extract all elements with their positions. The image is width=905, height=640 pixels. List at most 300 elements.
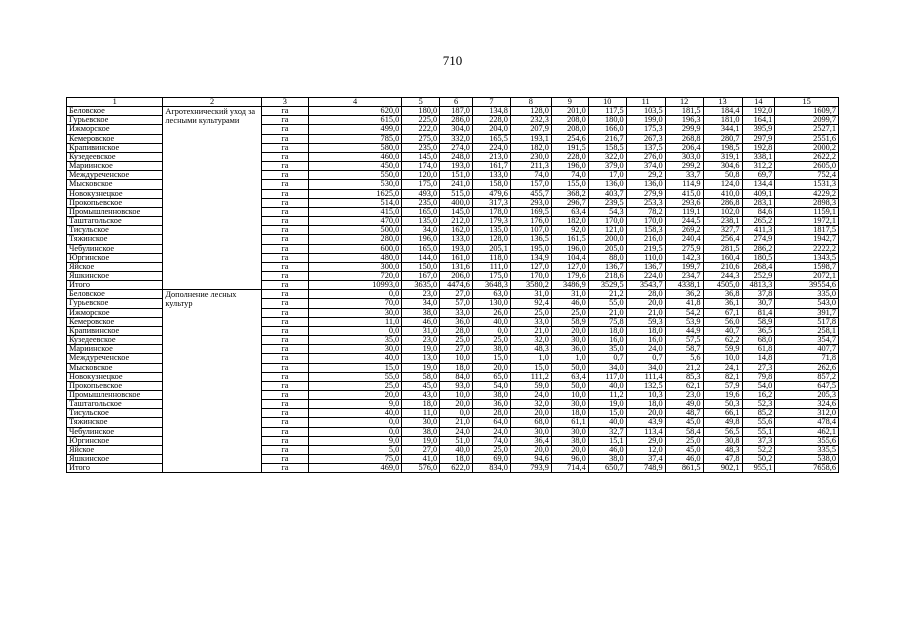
district-cell: Промышленновское [67, 391, 163, 400]
district-cell: Мысковское [67, 180, 163, 189]
value-cell: 18,0 [551, 409, 588, 418]
value-cell: 36,0 [472, 400, 510, 409]
value-cell: 59,9 [703, 345, 742, 354]
value-cell: 92,4 [510, 299, 551, 308]
value-cell: 280,7 [703, 134, 742, 143]
row-total-cell: 478,4 [775, 418, 839, 427]
unit-cell: га [261, 354, 308, 363]
value-cell: 18,0 [402, 400, 440, 409]
page-number: 710 [442, 53, 463, 68]
value-cell: 37,8 [742, 290, 775, 299]
value-cell: 650,7 [588, 464, 626, 473]
value-cell: 1,0 [510, 354, 551, 363]
value-cell: 4474,6 [440, 281, 473, 290]
row-total-cell: 462,1 [775, 427, 839, 436]
value-cell: 785,0 [308, 134, 401, 143]
value-cell: 38,0 [402, 308, 440, 317]
value-cell: 52,2 [742, 445, 775, 454]
value-cell: 133,0 [472, 171, 510, 180]
value-cell: 196,0 [402, 235, 440, 244]
unit-cell: га [261, 436, 308, 445]
value-cell: 136,7 [588, 262, 626, 271]
value-cell: 622,0 [440, 464, 473, 473]
value-cell: 580,0 [308, 143, 401, 152]
value-cell: 10993,0 [308, 281, 401, 290]
value-cell: 119,1 [665, 207, 703, 216]
value-cell: 205,0 [588, 244, 626, 253]
value-cell: 0,0 [440, 409, 473, 418]
value-cell: 9,0 [308, 436, 401, 445]
value-cell: 286,0 [440, 116, 473, 125]
value-cell: 235,0 [402, 143, 440, 152]
value-cell: 111,4 [626, 372, 665, 381]
district-cell: Тисульское [67, 409, 163, 418]
district-cell: Гурьевское [67, 299, 163, 308]
value-cell: 165,5 [472, 134, 510, 143]
value-cell: 403,7 [588, 189, 626, 198]
value-cell: 30,0 [402, 418, 440, 427]
value-cell: 29,0 [626, 436, 665, 445]
value-cell: 244,5 [665, 217, 703, 226]
value-cell: 241,0 [440, 180, 473, 189]
district-cell: Промышленновское [67, 207, 163, 216]
value-cell: 54,0 [742, 381, 775, 390]
row-total-cell: 2222,2 [775, 244, 839, 253]
value-cell: 53,9 [665, 317, 703, 326]
value-cell: 40,0 [588, 418, 626, 427]
value-cell: 274,0 [440, 143, 473, 152]
value-cell: 480,0 [308, 253, 401, 262]
column-header: 15 [775, 98, 839, 107]
district-cell: Беловское [67, 290, 163, 299]
value-cell: 113,4 [626, 427, 665, 436]
row-total-cell: 39554,6 [775, 281, 839, 290]
row-total-cell: 1817,5 [775, 226, 839, 235]
value-cell: 280,0 [308, 235, 401, 244]
unit-cell: га [261, 207, 308, 216]
row-total-cell: 1343,5 [775, 253, 839, 262]
value-cell: 54,2 [665, 308, 703, 317]
value-cell: 201,0 [551, 107, 588, 116]
district-cell: Прокопьевское [67, 381, 163, 390]
value-cell: 24,0 [472, 427, 510, 436]
value-cell: 117,0 [588, 372, 626, 381]
value-cell: 303,0 [665, 152, 703, 161]
unit-cell: га [261, 409, 308, 418]
value-cell: 187,0 [440, 107, 473, 116]
value-cell: 58,4 [665, 427, 703, 436]
value-cell: 19,0 [402, 363, 440, 372]
value-cell: 34,0 [588, 363, 626, 372]
value-cell: 158,3 [626, 226, 665, 235]
value-cell: 19,0 [588, 400, 626, 409]
value-cell: 224,0 [626, 271, 665, 280]
value-cell: 135,0 [402, 217, 440, 226]
column-header: 10 [588, 98, 626, 107]
value-cell: 49,8 [703, 418, 742, 427]
value-cell: 232,3 [510, 116, 551, 125]
value-cell: 240,4 [665, 235, 703, 244]
value-cell: 5,6 [665, 354, 703, 363]
value-cell: 134,9 [510, 253, 551, 262]
value-cell: 12,0 [626, 445, 665, 454]
value-cell: 179,3 [472, 217, 510, 226]
row-total-cell: 258,1 [775, 326, 839, 335]
value-cell: 169,5 [510, 207, 551, 216]
value-cell: 793,9 [510, 464, 551, 473]
value-cell: 4505,0 [703, 281, 742, 290]
value-cell: 38,0 [588, 455, 626, 464]
unit-cell: га [261, 299, 308, 308]
value-cell: 304,0 [440, 125, 473, 134]
row-total-cell: 391,7 [775, 308, 839, 317]
value-cell: 45,0 [665, 445, 703, 454]
unit-cell: га [261, 317, 308, 326]
value-cell: 54,0 [472, 381, 510, 390]
unit-cell: га [261, 162, 308, 171]
value-cell: 244,3 [703, 271, 742, 280]
value-cell: 206,4 [665, 143, 703, 152]
value-cell: 111,0 [472, 262, 510, 271]
row-total-cell: 312,0 [775, 409, 839, 418]
value-cell: 164,1 [742, 116, 775, 125]
value-cell: 40,0 [308, 354, 401, 363]
value-cell: 27,0 [440, 345, 473, 354]
value-cell: 265,2 [742, 217, 775, 226]
unit-cell: га [261, 372, 308, 381]
value-cell: 252,9 [742, 271, 775, 280]
value-cell: 344,1 [703, 125, 742, 134]
value-cell: 184,4 [703, 107, 742, 116]
district-cell: Крапивинское [67, 143, 163, 152]
unit-cell: га [261, 125, 308, 134]
value-cell: 15,1 [588, 436, 626, 445]
value-cell: 19,0 [402, 436, 440, 445]
value-cell: 35,0 [588, 345, 626, 354]
value-cell: 293,0 [510, 198, 551, 207]
value-cell: 103,5 [626, 107, 665, 116]
row-total-cell: 2898,3 [775, 198, 839, 207]
row-total-cell: 4229,2 [775, 189, 839, 198]
column-header: 6 [440, 98, 473, 107]
value-cell: 45,0 [402, 381, 440, 390]
unit-cell: га [261, 391, 308, 400]
value-cell: 57,5 [665, 336, 703, 345]
value-cell: 170,0 [626, 217, 665, 226]
value-cell: 225,0 [402, 116, 440, 125]
value-cell: 368,2 [551, 189, 588, 198]
value-cell: 18,0 [588, 326, 626, 335]
value-cell: 327,7 [703, 226, 742, 235]
value-cell: 234,7 [665, 271, 703, 280]
value-cell: 21,0 [440, 418, 473, 427]
value-cell: 748,9 [626, 464, 665, 473]
value-cell: 36,5 [742, 326, 775, 335]
value-cell: 499,0 [308, 125, 401, 134]
value-cell: 16,0 [588, 336, 626, 345]
value-cell: 338,1 [742, 152, 775, 161]
value-cell: 31,0 [510, 290, 551, 299]
value-cell: 136,7 [626, 262, 665, 271]
district-cell: Итого [67, 464, 163, 473]
value-cell: 69,0 [472, 455, 510, 464]
value-cell: 411,3 [742, 226, 775, 235]
value-cell: 118,0 [472, 253, 510, 262]
value-cell: 27,0 [440, 290, 473, 299]
value-cell: 18,0 [440, 363, 473, 372]
value-cell: 207,9 [510, 125, 551, 134]
value-cell: 48,3 [703, 445, 742, 454]
row-total-cell: 205,3 [775, 391, 839, 400]
value-cell: 24,0 [626, 345, 665, 354]
value-cell: 176,0 [510, 217, 551, 226]
row-total-cell: 1942,7 [775, 235, 839, 244]
row-total-cell: 1598,7 [775, 262, 839, 271]
table-row [67, 107, 839, 116]
value-cell: 41,8 [665, 299, 703, 308]
value-cell: 65,0 [472, 372, 510, 381]
value-cell: 269,2 [665, 226, 703, 235]
value-cell: 0,7 [588, 354, 626, 363]
value-cell: 34,0 [402, 226, 440, 235]
value-cell: 160,4 [703, 253, 742, 262]
value-cell: 36,4 [510, 436, 551, 445]
header-row [67, 98, 839, 107]
value-cell: 3543,7 [626, 281, 665, 290]
value-cell: 24,1 [703, 363, 742, 372]
value-cell: 13,0 [402, 354, 440, 363]
value-cell: 714,4 [551, 464, 588, 473]
value-cell: 30,0 [308, 308, 401, 317]
value-cell: 63,4 [551, 372, 588, 381]
value-cell: 165,0 [402, 244, 440, 253]
value-cell: 21,0 [588, 308, 626, 317]
value-cell: 40,0 [472, 317, 510, 326]
value-cell: 96,0 [551, 455, 588, 464]
value-cell: 70,0 [308, 299, 401, 308]
row-total-cell: 2605,0 [775, 162, 839, 171]
district-cell: Яйское [67, 262, 163, 271]
column-header: 2 [163, 98, 261, 107]
value-cell: 30,0 [551, 400, 588, 409]
value-cell: 18,0 [440, 455, 473, 464]
unit-cell: га [261, 326, 308, 335]
value-cell: 40,0 [588, 381, 626, 390]
district-cell: Кемеровское [67, 134, 163, 143]
value-cell: 117,5 [588, 107, 626, 116]
value-cell: 55,0 [588, 299, 626, 308]
value-cell: 75,8 [588, 317, 626, 326]
unit-cell: га [261, 271, 308, 280]
value-cell: 198,5 [703, 143, 742, 152]
column-header: 11 [626, 98, 665, 107]
value-cell: 3529,5 [588, 281, 626, 290]
district-cell: Мариинское [67, 345, 163, 354]
value-cell: 38,0 [402, 427, 440, 436]
value-cell: 9,0 [308, 400, 401, 409]
value-cell: 0,0 [308, 418, 401, 427]
column-header: 8 [510, 98, 551, 107]
value-cell: 28,0 [472, 409, 510, 418]
value-cell: 319,1 [703, 152, 742, 161]
value-cell: 410,0 [703, 189, 742, 198]
value-cell: 111,2 [510, 372, 551, 381]
value-cell: 218,6 [588, 271, 626, 280]
forest-works-table [66, 97, 839, 473]
value-cell: 158,0 [472, 180, 510, 189]
value-cell: 20,0 [551, 326, 588, 335]
unit-cell: га [261, 262, 308, 271]
value-cell: 210,6 [703, 262, 742, 271]
value-cell: 55,6 [742, 418, 775, 427]
district-cell: Юргинское [67, 436, 163, 445]
value-cell: 460,0 [308, 152, 401, 161]
value-cell: 25,0 [551, 308, 588, 317]
value-cell: 31,0 [551, 290, 588, 299]
district-cell: Тисульское [67, 226, 163, 235]
value-cell: 955,1 [742, 464, 775, 473]
value-cell: 85,2 [742, 409, 775, 418]
value-cell: 25,0 [440, 336, 473, 345]
value-cell: 317,3 [472, 198, 510, 207]
value-cell: 21,0 [626, 308, 665, 317]
value-cell: 379,0 [588, 162, 626, 171]
unit-cell: га [261, 116, 308, 125]
row-total-cell: 647,5 [775, 381, 839, 390]
value-cell: 121,0 [588, 226, 626, 235]
value-cell: 469,0 [308, 464, 401, 473]
value-cell: 74,0 [472, 436, 510, 445]
district-cell: Яшкинское [67, 271, 163, 280]
value-cell: 550,0 [308, 171, 401, 180]
value-cell: 46,0 [665, 455, 703, 464]
row-total-cell: 262,6 [775, 363, 839, 372]
row-total-cell: 354,7 [775, 336, 839, 345]
unit-cell: га [261, 171, 308, 180]
value-cell: 3635,0 [402, 281, 440, 290]
value-cell: 56,5 [703, 427, 742, 436]
unit-cell: га [261, 226, 308, 235]
value-cell: 158,5 [588, 143, 626, 152]
value-cell: 235,0 [402, 198, 440, 207]
value-cell: 299,2 [665, 162, 703, 171]
value-cell: 216,0 [626, 235, 665, 244]
value-cell: 33,0 [510, 317, 551, 326]
value-cell: 20,0 [626, 409, 665, 418]
value-cell: 248,0 [440, 152, 473, 161]
value-cell: 36,2 [665, 290, 703, 299]
column-header: 9 [551, 98, 588, 107]
district-cell: Прокопьевское [67, 198, 163, 207]
value-cell: 3486,9 [551, 281, 588, 290]
row-total-cell: 355,6 [775, 436, 839, 445]
value-cell: 36,0 [440, 317, 473, 326]
unit-cell: га [261, 400, 308, 409]
column-header: 3 [261, 98, 308, 107]
value-cell: 134,8 [472, 107, 510, 116]
value-cell: 49,0 [665, 400, 703, 409]
value-cell: 62,2 [703, 336, 742, 345]
value-cell: 500,0 [308, 226, 401, 235]
value-cell: 38,0 [551, 436, 588, 445]
value-cell: 15,0 [588, 409, 626, 418]
value-cell: 861,5 [665, 464, 703, 473]
value-cell: 44,9 [665, 326, 703, 335]
unit-cell: га [261, 217, 308, 226]
value-cell: 55,0 [308, 372, 401, 381]
value-cell: 94,6 [510, 455, 551, 464]
row-total-cell: 752,4 [775, 171, 839, 180]
value-cell: 57,9 [703, 381, 742, 390]
value-cell: 35,0 [308, 336, 401, 345]
value-cell: 57,0 [440, 299, 473, 308]
value-cell: 283,1 [742, 198, 775, 207]
value-cell: 28,0 [440, 326, 473, 335]
value-cell: 286,2 [742, 244, 775, 253]
value-cell: 58,9 [551, 317, 588, 326]
value-cell: 69,7 [742, 171, 775, 180]
value-cell: 19,6 [703, 391, 742, 400]
unit-cell: га [261, 189, 308, 198]
district-cell: Гурьевское [67, 116, 163, 125]
value-cell: 18,0 [626, 400, 665, 409]
district-cell: Итого [67, 281, 163, 290]
unit-cell: га [261, 345, 308, 354]
value-cell: 66,1 [703, 409, 742, 418]
value-cell: 299,9 [665, 125, 703, 134]
row-total-cell: 1972,1 [775, 217, 839, 226]
value-cell: 213,0 [472, 152, 510, 161]
value-cell: 120,0 [402, 171, 440, 180]
value-cell: 5,0 [308, 445, 401, 454]
value-cell: 46,0 [551, 299, 588, 308]
unit-cell: га [261, 143, 308, 152]
value-cell: 180,5 [742, 253, 775, 262]
row-total-cell: 324,6 [775, 400, 839, 409]
value-cell: 132,5 [626, 381, 665, 390]
unit-cell: га [261, 445, 308, 454]
value-cell: 37,4 [626, 455, 665, 464]
column-header: 5 [402, 98, 440, 107]
value-cell: 0,7 [626, 354, 665, 363]
value-cell: 181,0 [703, 116, 742, 125]
column-header: 13 [703, 98, 742, 107]
unit-cell: га [261, 152, 308, 161]
value-cell: 179,6 [551, 271, 588, 280]
value-cell: 43,0 [402, 391, 440, 400]
value-cell: 409,1 [742, 189, 775, 198]
value-cell: 135,0 [472, 226, 510, 235]
value-cell: 199,0 [626, 116, 665, 125]
value-cell: 0,0 [308, 326, 401, 335]
value-cell: 81,4 [742, 308, 775, 317]
value-cell: 40,0 [308, 409, 401, 418]
value-cell: 268,8 [665, 134, 703, 143]
value-cell: 130,0 [472, 299, 510, 308]
value-cell: 196,0 [551, 162, 588, 171]
value-cell: 61,8 [742, 345, 775, 354]
value-cell: 332,0 [440, 134, 473, 143]
unit-cell: га [261, 180, 308, 189]
value-cell: 0,0 [308, 290, 401, 299]
value-cell: 4338,1 [665, 281, 703, 290]
row-total-cell: 1531,3 [775, 180, 839, 189]
value-cell: 902,1 [703, 464, 742, 473]
value-cell: 191,5 [551, 143, 588, 152]
value-cell: 297,9 [742, 134, 775, 143]
value-cell: 20,0 [440, 400, 473, 409]
unit-cell: га [261, 336, 308, 345]
